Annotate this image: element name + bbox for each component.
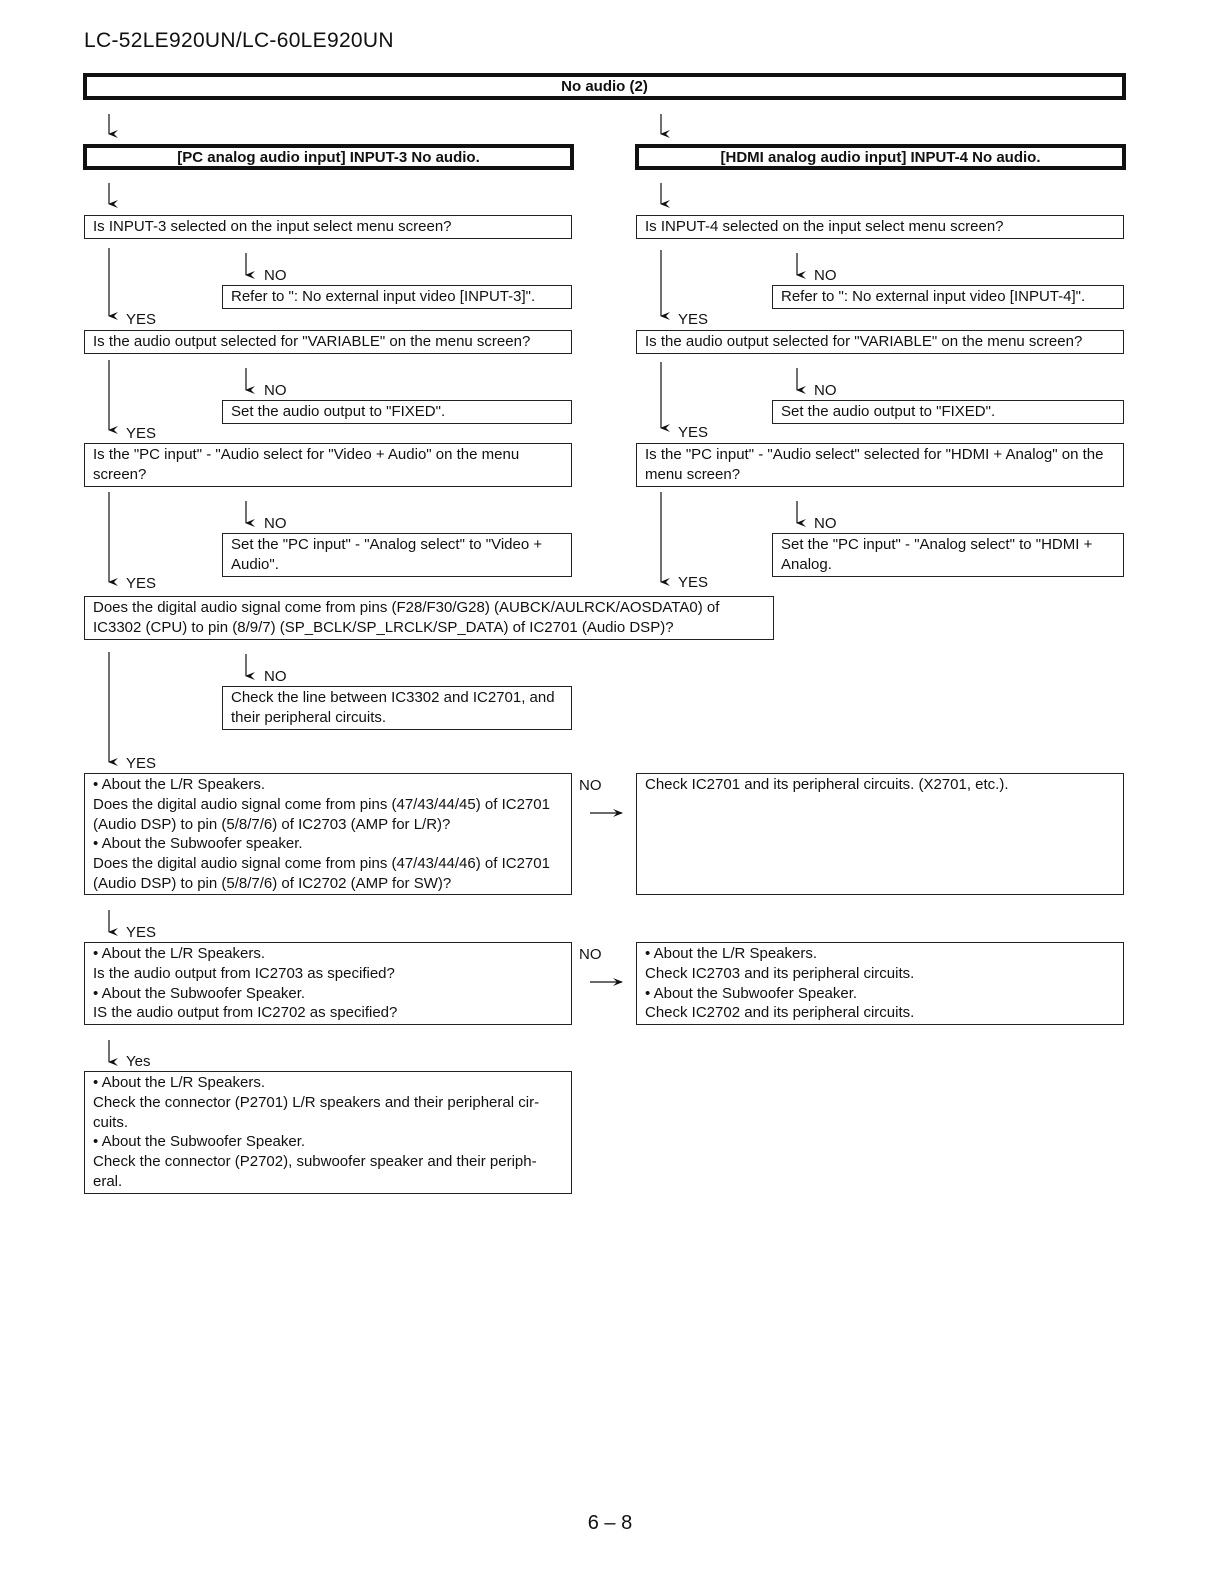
no-label: NO — [814, 382, 837, 399]
action-4: Check the line between IC3302 and IC2701, and their peripheral circuits. — [222, 686, 572, 730]
a6-line-1: • About the L/R Speakers. — [645, 945, 818, 962]
yes-label: YES — [126, 311, 157, 328]
yes-label: YES — [126, 924, 157, 941]
no-label: NO — [264, 267, 287, 284]
yes-label: YES — [126, 575, 157, 592]
model-number: LC-52LE920UN/LC-60LE920UN — [84, 29, 394, 52]
action-6 — [636, 942, 1124, 1025]
a6-line-2: Check IC2703 and its peripheral circuits. — [645, 964, 915, 982]
final-line-1: • About the L/R Speakers. — [93, 1074, 266, 1091]
right-question-2: Is the audio output selected for "VARIABLE" on the menu screen? — [636, 330, 1124, 354]
no-label: NO — [264, 668, 287, 685]
no-label: NO — [814, 267, 837, 284]
page-number: 6 – 8 — [587, 1512, 633, 1534]
q6-line-2: Is the audio output from IC2703 as specified? — [93, 964, 395, 982]
a6-line-3: • About the Subwoofer Speaker. — [645, 984, 858, 1002]
no-label: NO — [579, 777, 602, 794]
q5-line-4: Does the digital audio signal come from pins (47/43/44/46) of IC2701 (Audio DSP) to pin (5/8/7/6) of IC2702 (AMP for SW)? — [93, 855, 550, 892]
right-action-3: Set the "PC input" - "Analog select" to "HDMI + Analog. — [772, 533, 1124, 577]
q6-line-1: • About the L/R Speakers. — [93, 945, 266, 962]
final-line-2: Check the connector (P2701) L/R speakers and their peripheral cir-cuits. — [93, 1093, 540, 1131]
left-question-2: Is the audio output selected for "VARIABLE" on the menu screen? — [84, 330, 572, 354]
right-question-3: Is the "PC input" - "Audio select" selected for "HDMI + Analog" on the menu screen? — [636, 443, 1124, 487]
yes-label: YES — [678, 574, 709, 591]
q6-line-4: IS the audio output from IC2702 as specified? — [93, 1004, 398, 1022]
a6-line-4: Check IC2702 and its peripheral circuits. — [645, 1004, 915, 1022]
final-action — [84, 1071, 572, 1194]
final-line-4: Check the connector (P2702), subwoofer speaker and their periph-eral. — [93, 1153, 537, 1190]
no-label: NO — [264, 515, 287, 532]
right-action-2: Set the audio output to "FIXED". — [772, 400, 1124, 424]
q6-line-3: • About the Subwoofer Speaker. — [93, 984, 306, 1002]
question-6 — [84, 942, 572, 1025]
left-action-2: Set the audio output to "FIXED". — [222, 400, 572, 424]
question-4: Does the digital audio signal come from pins (F28/F30/G28) (AUBCK/AULRCK/AOSDATA0) of IC3302 (CPU) to pin (8/9/7) (SP_BCLK/SP_LRCLK/SP_DATA) of IC2701 (Audio DSP)? — [84, 596, 774, 640]
q5-line-3: • About the Subwoofer speaker. — [93, 835, 303, 853]
yes-label: Yes — [126, 1053, 151, 1070]
yes-label: YES — [678, 311, 709, 328]
action-5: Check IC2701 and its peripheral circuits. (X2701, etc.). — [636, 773, 1124, 895]
no-label: NO — [264, 382, 287, 399]
yes-label: YES — [678, 424, 709, 441]
right-question-1: Is INPUT-4 selected on the input select menu screen? — [636, 215, 1124, 239]
left-branch-title: [PC analog audio input] INPUT-3 No audio. — [83, 144, 574, 170]
q5-line-1: • About the L/R Speakers. — [93, 776, 266, 793]
q5-line-2: Does the digital audio signal come from pins (47/43/44/45) of IC2701 (Audio DSP) to pin (5/8/7/6) of IC2703 (AMP for L/R)? — [93, 795, 550, 833]
question-5 — [84, 773, 572, 895]
main-title: No audio (2) — [83, 73, 1126, 100]
left-action-1: Refer to ": No external input video [INPUT-3]". — [222, 285, 572, 309]
right-action-1: Refer to ": No external input video [INPUT-4]". — [772, 285, 1124, 309]
no-label: NO — [579, 946, 602, 963]
left-question-1: Is INPUT-3 selected on the input select menu screen? — [84, 215, 572, 239]
final-line-3: • About the Subwoofer Speaker. — [93, 1133, 306, 1151]
left-action-3: Set the "PC input" - "Analog select" to "Video + Audio". — [222, 533, 572, 577]
yes-label: YES — [126, 425, 157, 442]
no-label: NO — [814, 515, 837, 532]
yes-label: YES — [126, 755, 157, 772]
left-question-3: Is the "PC input" - "Audio select for "Video + Audio" on the menu screen? — [84, 443, 572, 487]
right-branch-title: [HDMI analog audio input] INPUT-4 No audio. — [635, 144, 1126, 170]
